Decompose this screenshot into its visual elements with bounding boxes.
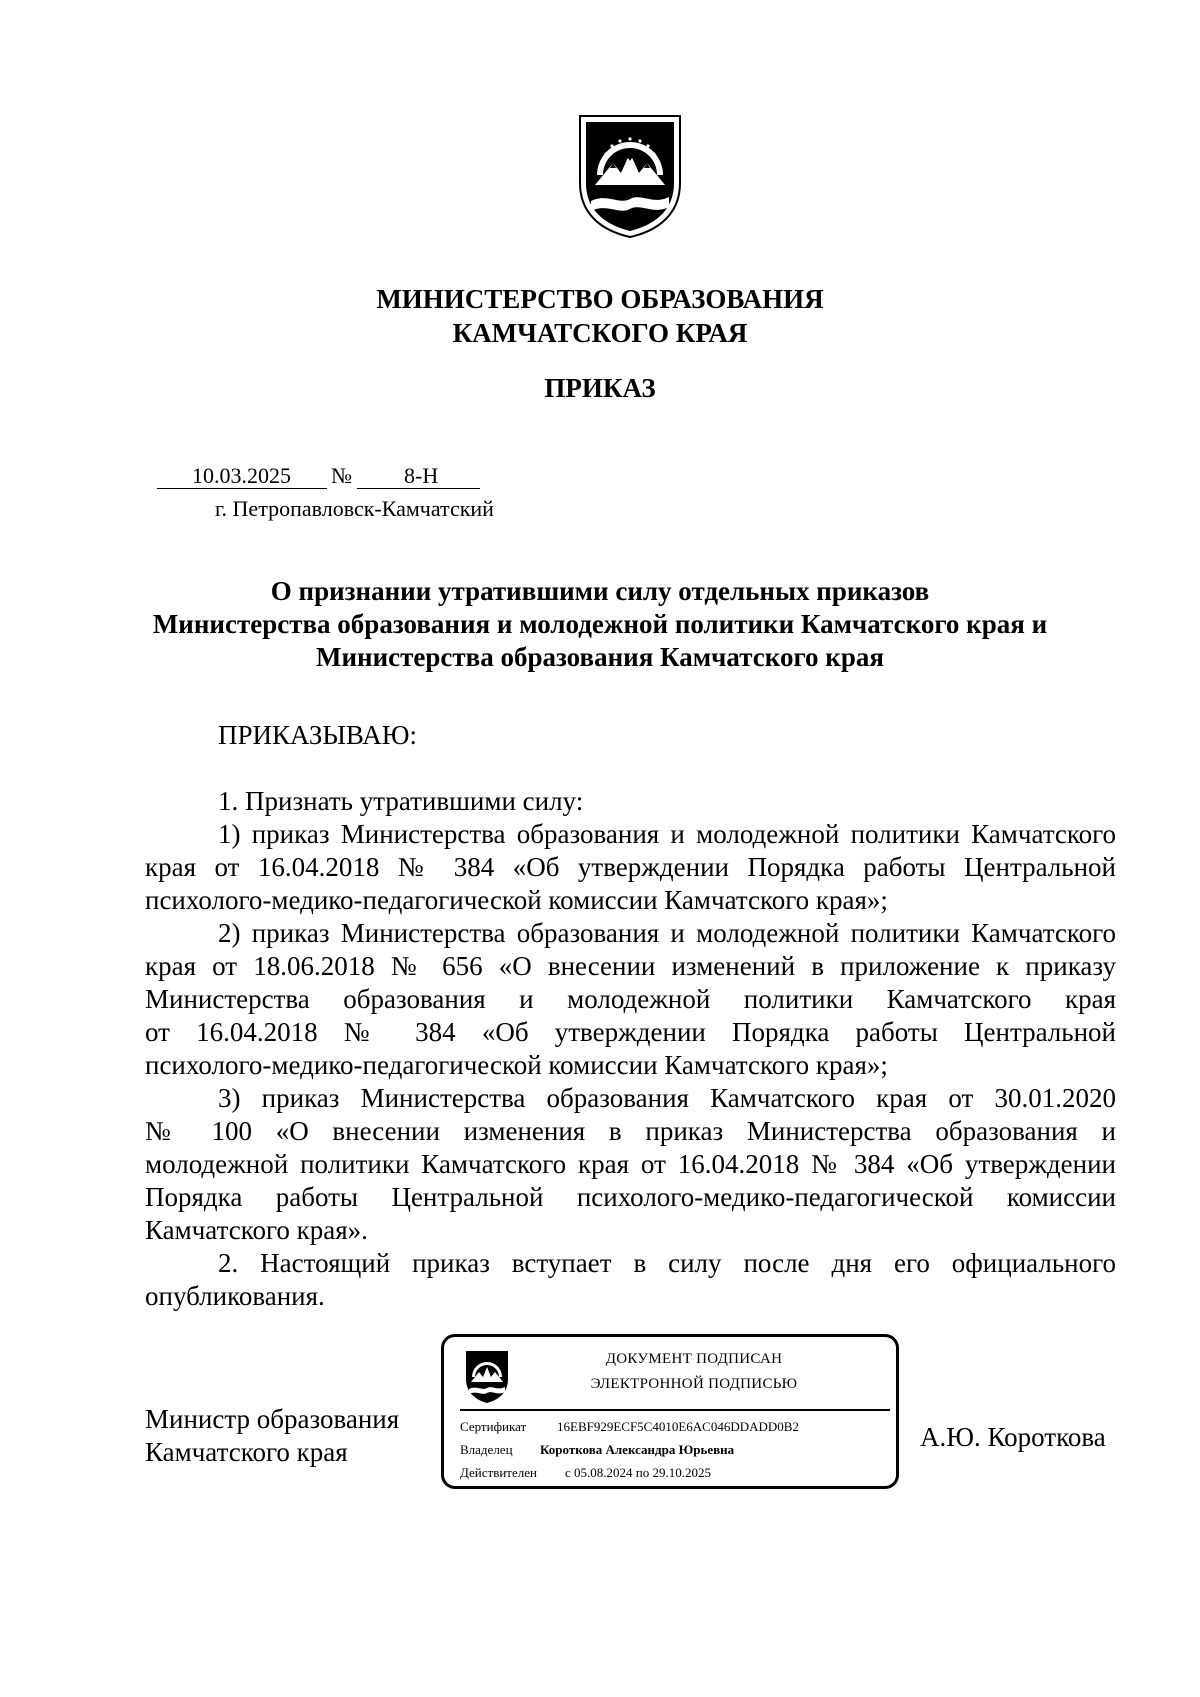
stamp-coat-of-arms-icon [464, 1349, 510, 1405]
signer-position-line1: Министр образования [145, 1404, 400, 1434]
electronic-signature-stamp [441, 1334, 899, 1489]
item2-line2: опубликования. [145, 1281, 325, 1311]
signer-position-line2: Камчатского края [145, 1437, 348, 1467]
stamp-divider [460, 1409, 890, 1411]
sub3-line2: № 100 «О внесении изменения в приказ Министерства образования и [145, 1116, 1116, 1146]
stamp-validity-row [460, 1465, 711, 1481]
item2-line1: 2. Настоящий приказ вступает в силу после дня его официального [218, 1248, 1116, 1278]
sub3-line1: 3) приказ Министерства образования Камчатского края от 30.01.2020 [218, 1083, 1116, 1113]
subject-line2: Министерства образования и молодежной политики Камчатского края и [152, 609, 1048, 639]
stamp-owner-value: Короткова Александра Юрьевна [540, 1442, 735, 1457]
sub2-line1: 2) приказ Министерства образования и молодежной политики Камчатского [218, 918, 1116, 948]
sub1-line1: 1) приказ Министерства образования и молодежной политики Камчатского [218, 819, 1116, 849]
date-underline [157, 488, 327, 489]
order-command: ПРИКАЗЫВАЮ: [218, 720, 417, 750]
ministry-name-line2: КАМЧАТСКОГО КРАЯ [452, 318, 748, 348]
sub3-line3: молодежной политики Камчатского края от 16.04.2018 № 384 «Об утверждении [145, 1149, 1116, 1179]
sub3-line5: Камчатского края». [145, 1215, 368, 1245]
document-type-title: ПРИКАЗ [544, 373, 656, 403]
stamp-title-line2: ЭЛЕКТРОННОЙ ПОДПИСЬЮ [590, 1376, 798, 1392]
stamp-owner-row [460, 1442, 735, 1458]
signer-position [145, 1403, 399, 1469]
stamp-certificate-row [460, 1419, 799, 1435]
sub2-line3: Министерства образования и молодежной политики Камчатского края [145, 984, 1116, 1014]
stamp-valid-label: Действителен [460, 1465, 537, 1480]
sub2-line2: края от 18.06.2018 № 656 «О внесении изменений в приложение к приказу [145, 951, 1116, 981]
signer-name: А.Ю. Короткова [920, 1422, 1106, 1452]
stamp-title-line1: ДОКУМЕНТ ПОДПИСАН [605, 1351, 783, 1367]
subject-line3: Министерства образования Камчатского края [315, 642, 884, 672]
number-sign: № [331, 463, 352, 488]
number-underline [357, 488, 480, 489]
subject-line1: О признании утратившими силу отдельных приказов [270, 576, 930, 606]
ministry-name-line1: МИНИСТЕРСТВО ОБРАЗОВАНИЯ [376, 284, 824, 314]
sub1-line2: края от 16.04.2018 № 384 «Об утверждении Порядка работы Центральной [145, 852, 1116, 882]
item1-intro: 1. Признать утратившими силу: [218, 786, 584, 816]
order-city: г. Петропавловск-Камчатский [215, 496, 494, 521]
stamp-header [544, 1347, 844, 1397]
sub1-line3: психолого-медико-педагогической комиссии Камчатского края»; [145, 885, 888, 915]
kamchatka-coat-of-arms-icon [577, 113, 683, 239]
stamp-cert-label: Сертификат [460, 1419, 527, 1434]
stamp-cert-value: 16EBF929ECF5C4010E6AC046DDADD0B2 [557, 1419, 799, 1434]
sub3-line4: Порядка работы Центральной психолого-медико-педагогической комиссии [145, 1182, 1116, 1212]
stamp-valid-value: с 05.08.2024 по 29.10.2025 [565, 1465, 711, 1480]
stamp-owner-label: Владелец [460, 1442, 513, 1457]
order-number: 8-Н [404, 463, 439, 488]
sub2-line5: психолого-медико-педагогической комиссии Камчатского края»; [145, 1050, 888, 1080]
order-date: 10.03.2025 [192, 463, 291, 488]
sub2-line4: от 16.04.2018 № 384 «Об утверждении Порядка работы Центральной [145, 1017, 1116, 1047]
